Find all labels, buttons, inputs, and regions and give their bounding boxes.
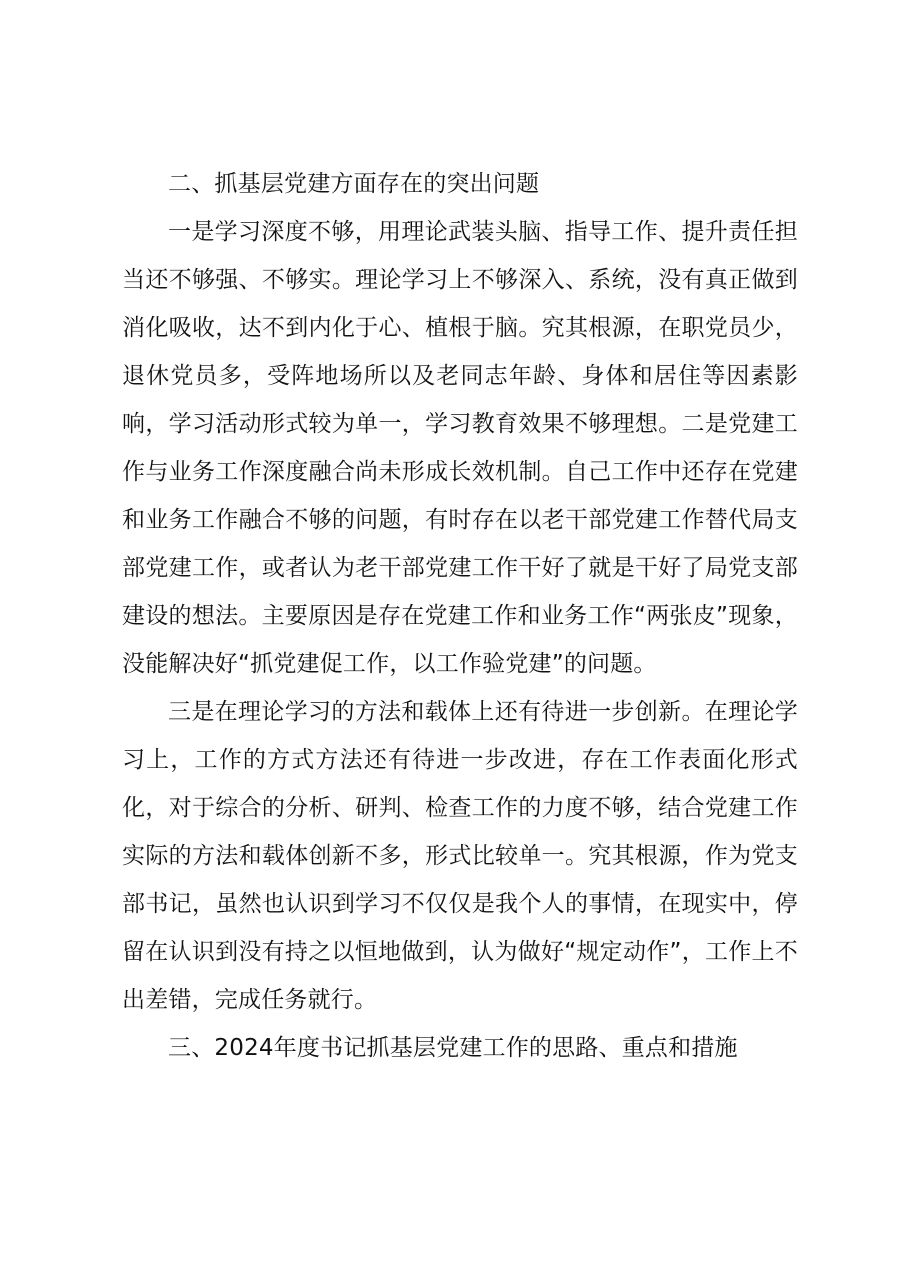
- section-three-heading: 三、2024年度书记抓基层党建工作的思路、重点和措施: [168, 1035, 738, 1061]
- paragraph-problem-three: 三是在理论学习的方法和载体上还有待进一步创新。在理论学习上，工作的方式方法还有待进一步改进，存在工作表面化形式化，对于综合的分析、研判、检查工作的力度不够，结合党建工作实际的方法和载体创新不多，形式比较单一。究其根源，作为党支部书记，虽然也认识到学习不仅仅是我个人的事情，在现实中，停留在认识到没有持之以恒地做到，认为做好“规定动作”，工作上不出差错，完成任务就行。: [122, 699, 798, 1013]
- section-two-heading: 二、抓基层党建方面存在的突出问题: [168, 171, 540, 197]
- document-body: [122, 160, 798, 1072]
- paragraph-problems-one-two: 一是学习深度不够，用理论武装头脑、指导工作、提升责任担当还不够强、不够实。理论学习上不够深入、系统，没有真正做到消化吸收，达不到内化于心、植根于脑。究其根源，在职党员少，退休党员多，受阵地场所以及老同志年龄、身体和居住等因素影响，学习活动形式较为单一，学习教育效果不够理想。二是党建工作与业务工作深度融合尚未形成长效机制。自己工作中还存在党建和业务工作融合不够的问题，有时存在以老干部党建工作替代局支部党建工作，或者认为老干部党建工作干好了就是干好了局党支部建设的想法。主要原因是存在党建工作和业务工作“两张皮”现象，没能解决好“抓党建促工作，以工作验党建”的问题。: [122, 219, 798, 677]
